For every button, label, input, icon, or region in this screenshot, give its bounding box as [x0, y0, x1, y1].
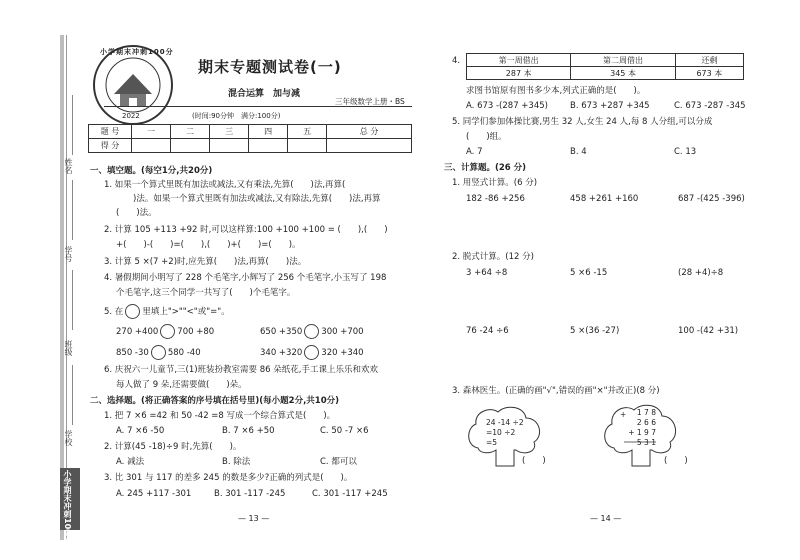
score-header-cell: 总 分	[327, 125, 412, 139]
library-table-row	[467, 67, 744, 80]
fill-q3: 3. 计算 5 ×(7 +2)时,应先算( )法,再算( )法。	[104, 257, 307, 267]
choice-q5-line1: 5. 同学们参加体操比赛,男生 32 人,女生 24 人,每 8 人分组,可以分成	[452, 117, 713, 127]
step-calc-item: 3 +64 ÷8	[466, 268, 508, 278]
score-header-cell: 五	[288, 125, 327, 139]
fill-q1-line3: ( )法。	[116, 208, 157, 218]
fill-q6-line1: 6. 庆祝六一儿童节,三(1)班装扮教室需要 86 朵纸花,手工课上乐乐和欢欢	[104, 365, 378, 375]
step-calc-item: 5 ×(36 -27)	[570, 326, 620, 336]
compare-right: 580 -40	[167, 348, 201, 358]
page-title: 期末专题测试卷(一)	[198, 58, 342, 76]
choice-q4-number: 4.	[452, 56, 461, 66]
choice-q4-opt-a: A. 673 -(287 +345)	[466, 101, 548, 111]
logo-year: 2022	[122, 112, 140, 120]
title-rule	[104, 106, 412, 107]
compare-left: 340 +320	[260, 348, 303, 358]
calc-1-title: 1. 用竖式计算。(6 分)	[452, 178, 538, 188]
step-calc-item: 5 ×6 -15	[570, 268, 608, 278]
class-line	[72, 270, 74, 330]
tree-2-line: 5 3 1	[636, 438, 656, 447]
choice-q4-opt-c: C. 673 -287 -345	[674, 101, 746, 111]
compare-circle-icon[interactable]	[304, 324, 319, 339]
score-cell[interactable]	[327, 139, 412, 153]
tree-2-plus-sign: +	[620, 410, 627, 419]
library-header-cell: 第二周借出	[571, 54, 675, 67]
fill-q4-line2: 个毛笔字,这三个同学一共写了( )个毛笔字。	[116, 288, 296, 298]
choice-q5-line2: ( )组。	[466, 132, 507, 142]
score-header-cell: 题 号	[89, 125, 132, 139]
tree-1-line: =5	[486, 438, 498, 447]
tree-2-line: 2 6 6	[636, 418, 656, 427]
score-table-header	[89, 125, 412, 139]
tree-1-line: 24 -14 ÷2	[486, 418, 524, 427]
score-cell[interactable]	[210, 139, 249, 153]
library-cell: 287 本	[467, 67, 571, 80]
choice-q1-opt-c: C. 50 -7 ×6	[320, 426, 369, 436]
library-header-cell: 第一周借出	[467, 54, 571, 67]
tree-2-calc	[626, 408, 656, 448]
tree-2-line: 1 7 8	[636, 408, 656, 417]
tree-2-answer-paren[interactable]: ( )	[664, 456, 688, 466]
grade-label: 三年级数学上册・BS	[335, 97, 405, 106]
school-line	[72, 365, 74, 425]
score-cell[interactable]	[288, 139, 327, 153]
choice-q4: 求图书馆原有图书多少本,列式正确的是( )。	[466, 86, 646, 96]
choice-q1-opt-a: A. 7 ×6 -50	[116, 426, 165, 436]
fill-q4-line1: 4. 暑假期间小明写了 228 个毛笔字,小辉写了 256 个毛笔字,小玉写了 198	[104, 273, 387, 283]
choice-q2-opt-b: B. 除法	[222, 457, 251, 467]
choice-q1: 1. 把 7 ×6 =42 和 50 -42 =8 写成一个综合算式是( )。	[104, 411, 336, 421]
side-label-number: 学号	[64, 246, 73, 262]
binding-line	[66, 35, 67, 540]
choice-q3-opt-b: B. 301 -117 -245	[214, 489, 286, 499]
library-header-cell: 还剩	[675, 54, 743, 67]
score-table-row	[89, 139, 412, 153]
side-label-name: 姓名	[64, 158, 73, 174]
choice-q2-opt-a: A. 减法	[116, 457, 145, 467]
score-cell[interactable]	[171, 139, 210, 153]
step-calc-item: 100 -(42 +31)	[678, 326, 739, 336]
page-number-left: — 13 —	[238, 514, 270, 523]
calc-3-title: 3. 森林医生。(正确的画"√",错误的画"×"并改正)(8 分)	[452, 386, 660, 396]
score-row-label: 得 分	[89, 139, 132, 153]
compare-circle-icon[interactable]	[160, 324, 175, 339]
choice-q3-opt-a: A. 245 +117 -301	[116, 489, 192, 499]
vertical-calc-item: 182 -86 +256	[466, 194, 525, 204]
tree-2-line: + 1 9 7	[628, 428, 656, 437]
side-brand-text: 小学期末冲刺100分	[63, 470, 72, 543]
compare-left: 650 +350	[260, 327, 303, 337]
fill-q1-line2: )法。如果一个算式里既有加法或减法,又有除法,先算( )法,再算	[116, 194, 381, 204]
compare-left: 850 -30	[116, 348, 149, 358]
score-header-cell: 一	[132, 125, 171, 139]
score-header-cell: 四	[249, 125, 288, 139]
fill-q5-prompt-a: 5. 在	[104, 307, 124, 317]
score-table	[88, 124, 412, 153]
choice-q3-opt-c: C. 301 -117 +245	[312, 489, 388, 499]
vertical-calc-item: 687 -(425 -396)	[678, 194, 745, 204]
compare-right: 700 +80	[177, 327, 215, 337]
tree-1-answer-paren[interactable]: ( )	[522, 456, 546, 466]
library-table	[466, 53, 744, 80]
score-cell[interactable]	[249, 139, 288, 153]
number-line	[72, 180, 74, 240]
tree-1-line: =10 ÷2	[486, 428, 516, 437]
section-1-title: 一、填空题。(每空1分,共20分)	[90, 166, 213, 176]
page-number-right: — 14 —	[590, 514, 622, 523]
vertical-calc-item: 458 +261 +160	[570, 194, 639, 204]
library-table-header	[467, 54, 744, 67]
fill-q1-line1: 1. 如果一个算式里既有加法或减法,又有乘法,先算( )法,再算(	[104, 180, 346, 190]
step-calc-item: 76 -24 ÷6	[466, 326, 509, 336]
choice-q5-opt-a: A. 7	[466, 147, 483, 157]
section-3-title: 三、计算题。(26 分)	[444, 163, 527, 173]
compare-item	[116, 345, 201, 360]
library-cell: 673 本	[675, 67, 743, 80]
compare-item	[260, 345, 364, 360]
fill-q5-prompt	[104, 304, 230, 319]
compare-item	[116, 324, 214, 339]
choice-q3: 3. 比 301 与 117 的差多 245 的数是多少?正确的列式是( )。	[104, 473, 353, 483]
side-label-class: 班级	[64, 340, 73, 356]
binding-bar	[60, 35, 64, 540]
compare-circle-icon[interactable]	[151, 345, 166, 360]
score-header-cell: 三	[210, 125, 249, 139]
compare-circle-icon[interactable]	[304, 345, 319, 360]
choice-q5-opt-b: B. 4	[570, 147, 587, 157]
choice-q4-opt-b: B. 673 +287 +345	[570, 101, 650, 111]
choice-q5-opt-c: C. 13	[674, 147, 697, 157]
page-subtitle: 混合运算 加与减	[228, 89, 301, 99]
logo-ring-text: 小学期末冲刺100分	[100, 48, 174, 56]
choice-q1-opt-b: B. 7 ×6 +50	[222, 426, 275, 436]
fill-q6-line2: 每人做了 9 朵,还需要做( )朵。	[116, 380, 247, 390]
side-label-school: 学校	[64, 430, 73, 446]
compare-right: 300 +700	[321, 327, 364, 337]
fill-q5-prompt-b: 里填上">""<"或"="。	[142, 307, 230, 317]
compare-right: 320 +340	[321, 348, 364, 358]
library-cell: 345 本	[571, 67, 675, 80]
brand-logo	[92, 44, 174, 126]
fill-q2-line1: 2. 计算 105 +113 +92 时,可以这样算:100 +100 +100 = ( ),( )	[104, 225, 388, 235]
compare-circle-icon	[125, 304, 140, 319]
score-header-cell: 二	[171, 125, 210, 139]
compare-item	[260, 324, 364, 339]
choice-q2-opt-c: C. 都可以	[320, 457, 357, 467]
calc-2-title: 2. 脱式计算。(12 分)	[452, 252, 534, 262]
fill-q2-line2: +( )-( )=( ),( )+( )=( )。	[116, 240, 301, 250]
tree-1-calc	[486, 418, 524, 448]
section-2-title: 二、选择题。(将正确答案的序号填在括号里)(每小题2分,共10分)	[90, 396, 340, 406]
compare-left: 270 +400	[116, 327, 159, 337]
choice-q2: 2. 计算(45 -18)÷9 时,先算( )。	[104, 442, 242, 452]
name-line	[72, 95, 74, 155]
score-cell[interactable]	[132, 139, 171, 153]
step-calc-item: (28 +4)÷8	[678, 268, 724, 278]
time-note: (时间:90分钟 满分:100分)	[192, 112, 281, 120]
